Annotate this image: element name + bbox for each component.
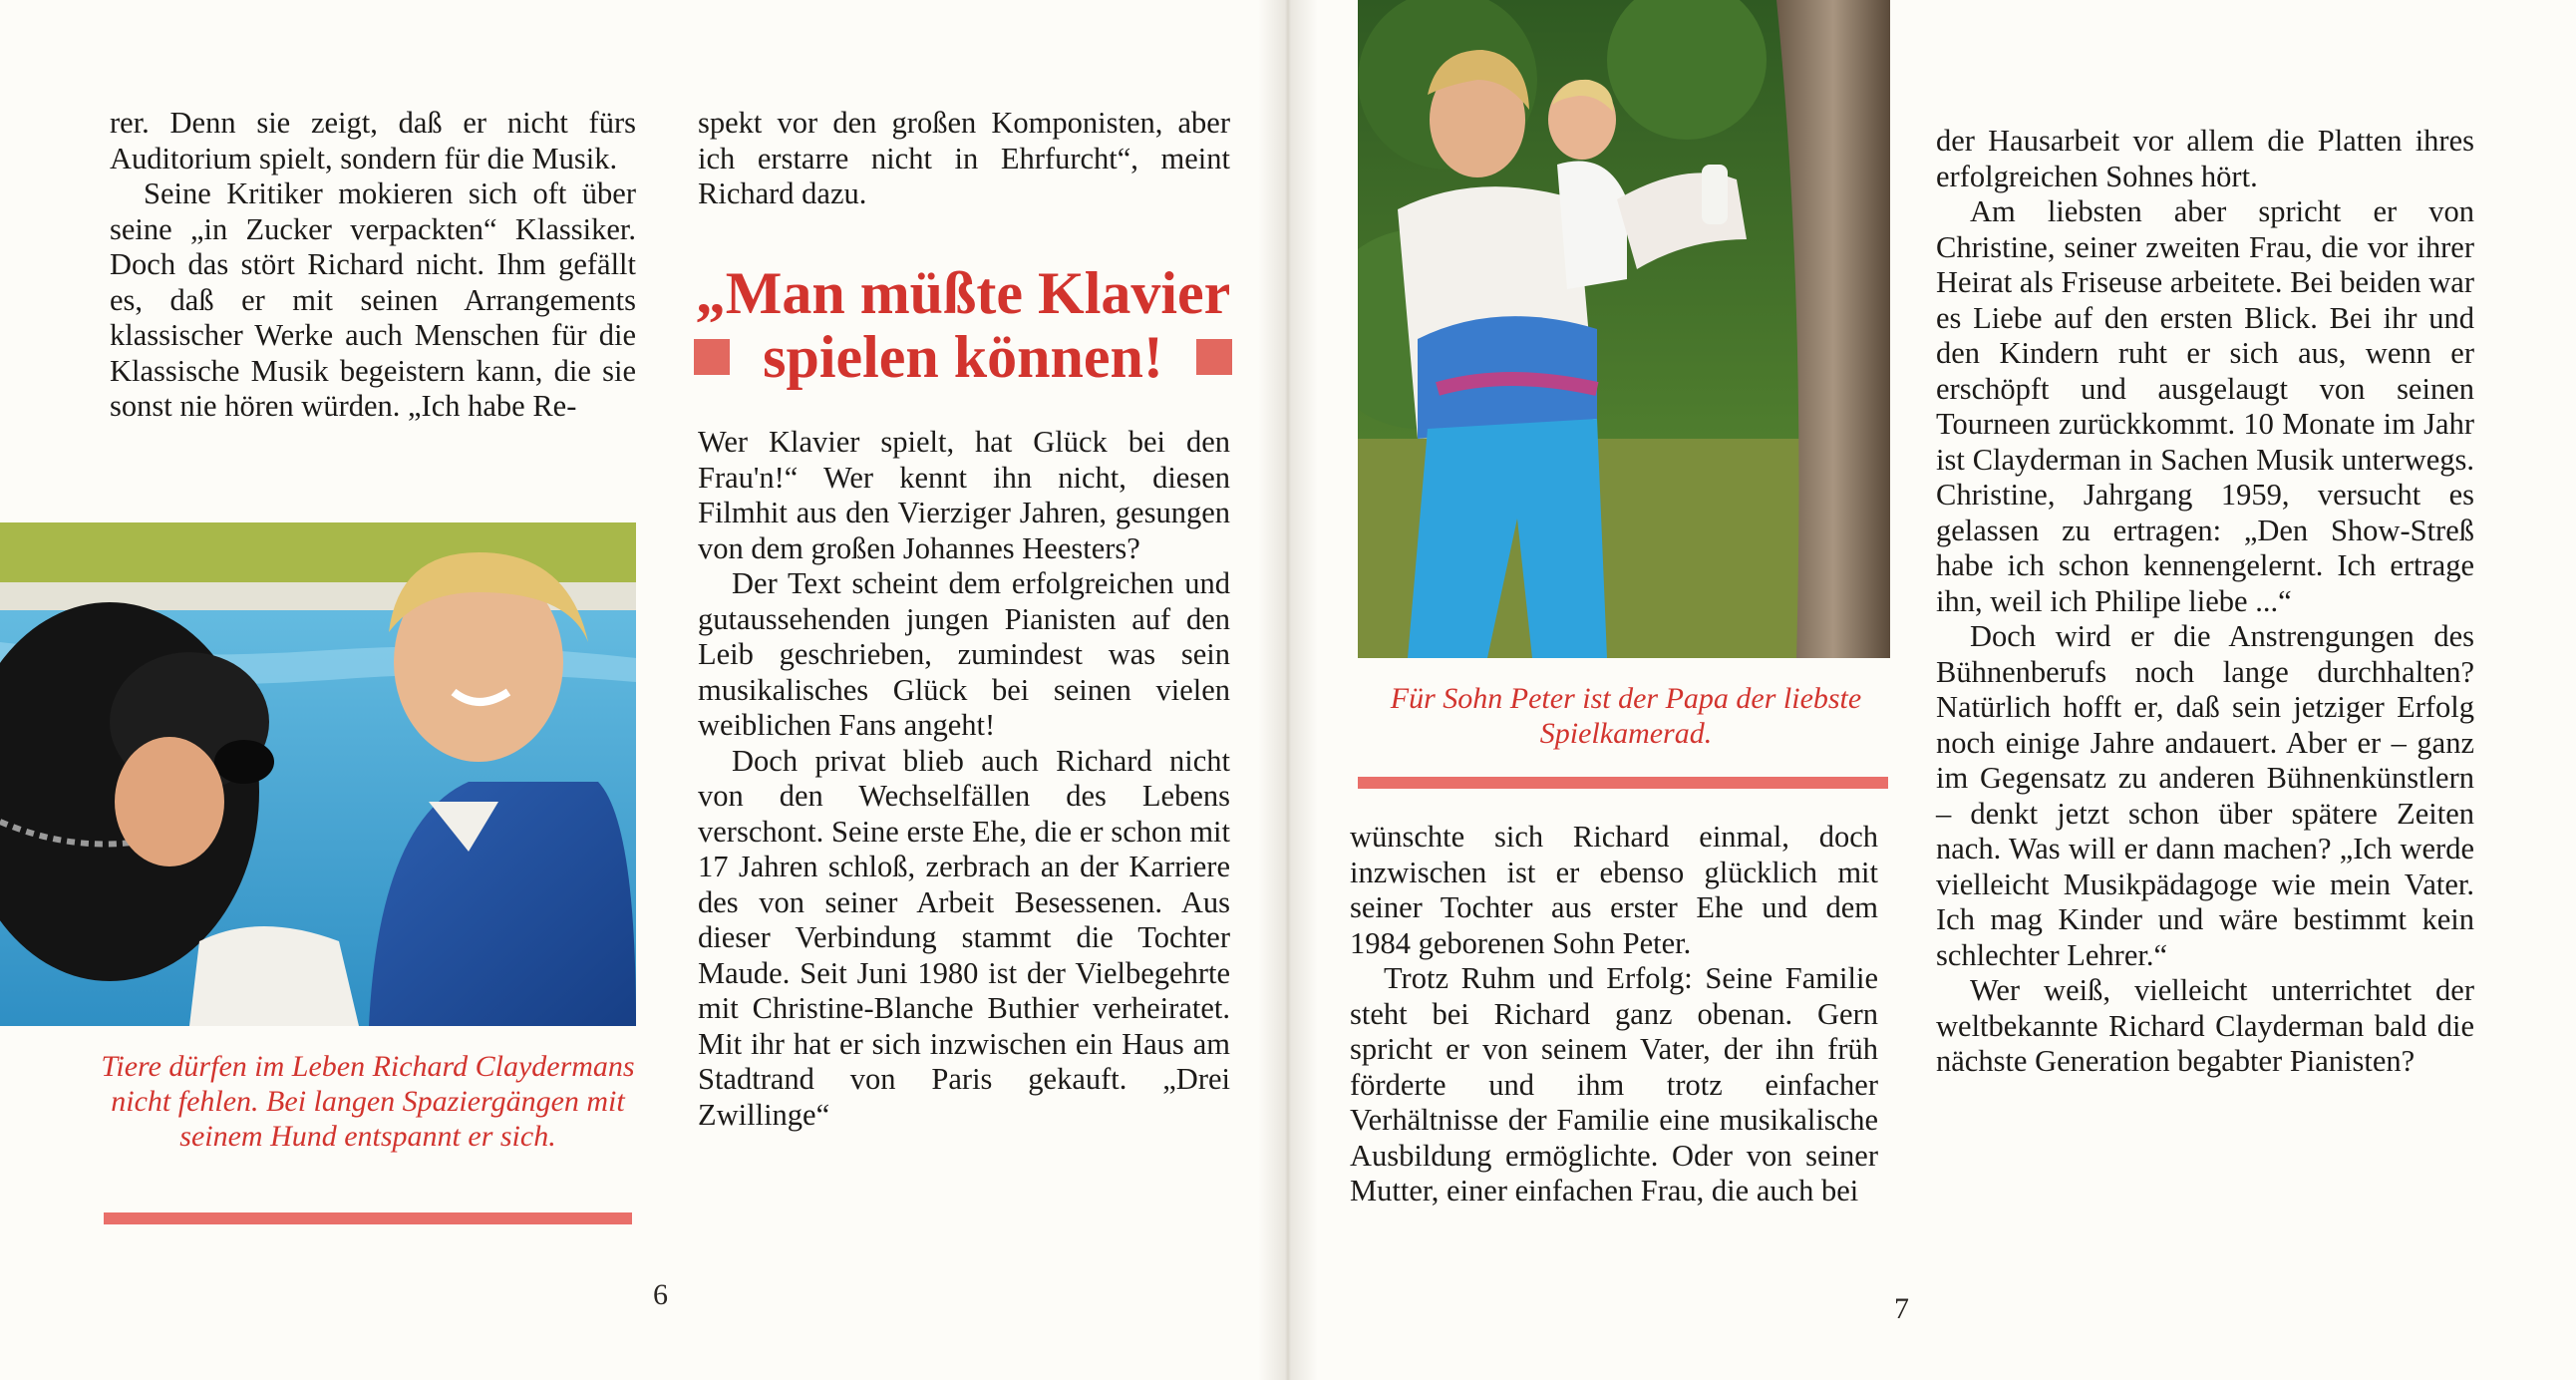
photo-father-and-son: [1358, 0, 1890, 658]
right-column-2-text: [1936, 124, 2474, 1080]
paragraph: der Hausarbeit vor allem die Platten ihres erfolgreichen Sohnes hört.: [1936, 124, 2474, 193]
paragraph: spekt vor den großen Komponisten, aber ich erstarre nicht in Ehrfurcht“, meint Richard dazu.: [698, 106, 1230, 210]
photo-father-and-son-image: [1358, 0, 1890, 658]
page-gutter: [1258, 0, 1318, 1380]
page-number-left: 6: [653, 1278, 668, 1311]
page-number-right: 7: [1894, 1292, 1909, 1325]
caption-father-son-photo: Für Sohn Peter ist der Papa der liebste Spielkamerad.: [1390, 682, 1862, 750]
paragraph: Seine Kritiker mokieren sich oft über seine „in Zucker verpackten“ Klassiker. Doch das stört Richard nicht. Ihm gefällt es, daß er mit seinen Arrangements klassischer Werke auch Menschen für die Klassische Musik begeistern kann, die sie sonst nie hören würden. „Ich habe Re-: [110, 176, 636, 423]
headline-line-1: „Man müßte Klavier: [695, 260, 1231, 326]
paragraph: rer. Denn sie zeigt, daß er nicht fürs Auditorium spielt, sondern für die Musik.: [110, 106, 636, 175]
caption-rule-right: [1358, 777, 1888, 789]
paragraph: Der Text scheint dem erfolgreichen und gutaussehenden jungen Pianisten auf den Leib geschrieben, zumindest was sein musikalisches Glück bei seinen vielen weiblichen Fans angeht!: [698, 566, 1230, 742]
paragraph: Doch wird er die Anstrengungen des Bühnenberufs noch lange durchhalten? Natürlich hofft er, daß sein jetziger Erfolg noch einige Jahre andauert. Aber er – ganz im Gegensatz zu anderen Bühnenkünstlern – denkt jetzt schon über spätere Zeiten nach. Was will er dann machen? „Ich werde vielleicht Musikpädagoge wie mein Vater. Ich mag Kinder und wäre bestimmt kein schlechter Lehrer.“: [1936, 619, 2474, 972]
left-column-2-text: [698, 425, 1230, 1133]
photo-man-with-dog: [0, 522, 636, 1026]
left-column-1-text: [110, 106, 636, 425]
paragraph: Trotz Ruhm und Erfolg: Seine Familie steht bei Richard ganz obenan. Gern spricht er von seinem Vater, der ihn früh förderte und ihm trotz einfacher Verhältnisse der Familie eine musikalische Ausbildung ermöglichte. Oder von seiner Mutter, einer einfachen Frau, die auch bei: [1350, 961, 1878, 1208]
photo-man-with-dog-image: [0, 522, 636, 1026]
headline-line-2-text: spielen können!: [763, 324, 1163, 390]
right-column-1-text: [1350, 820, 1878, 1209]
paragraph: wünschte sich Richard einmal, doch inzwischen ist er ebenso glücklich mit seiner Tochter aus erster Ehe und dem 1984 geborenen Sohn Peter.: [1350, 820, 1878, 960]
decorative-square-icon: [1196, 339, 1232, 375]
headline: [694, 261, 1232, 389]
paragraph: Am liebsten aber spricht er von Christine, seiner zweiten Frau, die vor ihrer Heirat als Friseuse arbeitete. Bei beiden war es Liebe auf den ersten Blick. Bei ihr und den Kindern ruht er sich aus, wenn er erschöpft und ausgelaugt von seinen Tourneen zurückkommt. 10 Monate im Jahr ist Clayderman in Sachen Musik unterwegs. Christine, Jahrgang 1959, versucht es gelassen zu ertragen: „Den Show-Streß habe ich schon kennengelernt. Ich ertrage ihn, weil ich Philipe liebe ...“: [1936, 194, 2474, 618]
paragraph: Doch privat blieb auch Richard nicht von den Wechselfällen des Lebens verschont. Seine erste Ehe, die er schon mit 17 Jahren schloß, zerbrach an der Karriere des von seiner Arbeit Besessenen. Aus dieser Verbindung stammt die Tochter Maude. Seit Juni 1980 ist der Vielbegehrte mit Christine-Blanche Buthier verheiratet. Mit ihr hat er sich inzwischen ein Haus am Stadtrand von Paris gekauft. „Drei Zwillinge“: [698, 743, 1230, 1132]
left-column-2-intro: [698, 106, 1230, 212]
headline-line-2: [694, 325, 1232, 389]
decorative-square-icon: [694, 339, 730, 375]
caption-dog-photo: Tiere dürfen im Leben Richard Claydermans nicht fehlen. Bei langen Spaziergängen mit seinem Hund entspannt er sich.: [101, 1050, 635, 1153]
caption-rule-left: [104, 1212, 632, 1224]
paragraph: Wer Klavier spielt, hat Glück bei den Frau'n!“ Wer kennt ihn nicht, diesen Filmhit aus den Vierziger Jahren, gesungen von dem großen Johannes Heesters?: [698, 425, 1230, 565]
paragraph: Wer weiß, vielleicht unterrichtet der weltbekannte Richard Clayderman bald die nächste Generation begabter Pianisten?: [1936, 973, 2474, 1078]
